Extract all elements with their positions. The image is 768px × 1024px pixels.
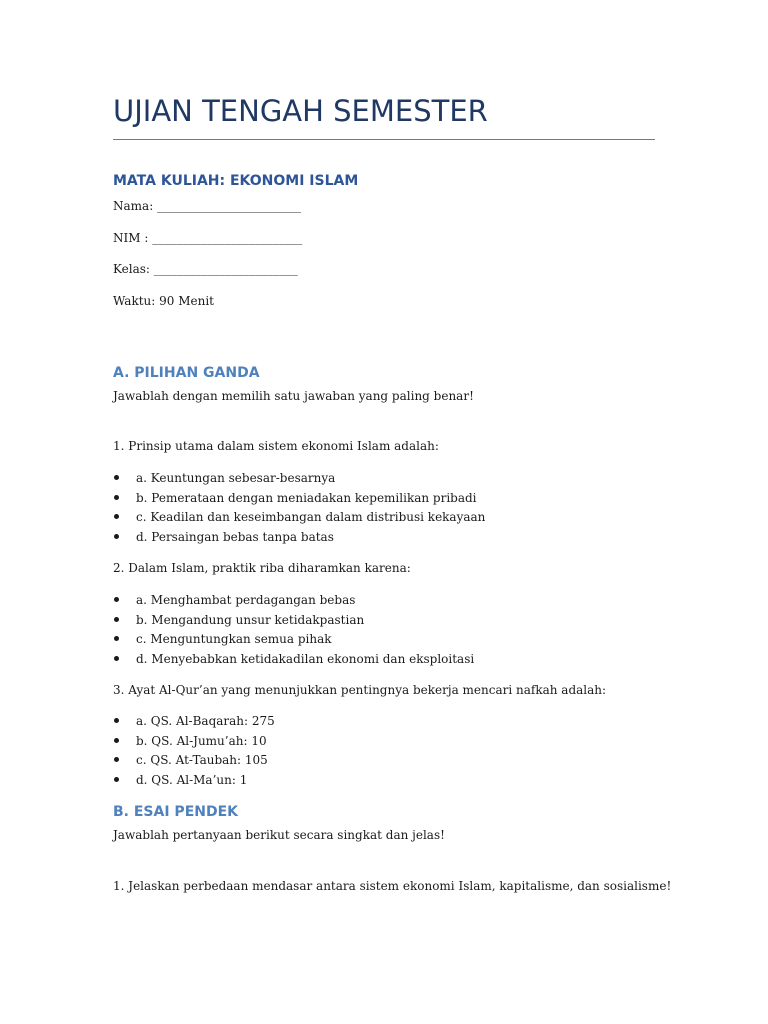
- time-info: Waktu: 90 Menit: [113, 294, 214, 308]
- question-2-options: [113, 592, 474, 670]
- list-item: b. Pemerataan dengan meniadakan kepemilikan pribadi: [113, 490, 485, 510]
- question-3-options: [113, 713, 275, 791]
- bullet-icon: [114, 617, 119, 622]
- bullet-icon: [114, 534, 119, 539]
- list-item: b. Mengandung unsur ketidakpastian: [113, 612, 474, 632]
- document-title: UJIAN TENGAH SEMESTER: [113, 94, 488, 128]
- bullet-icon: [114, 514, 119, 519]
- bullet-icon: [114, 636, 119, 641]
- bullet-icon: [114, 495, 119, 500]
- list-item: a. Menghambat perdagangan bebas: [113, 592, 474, 612]
- section-b-heading: B. ESAI PENDEK: [113, 804, 239, 820]
- name-field: Nama: ________________________: [113, 199, 302, 213]
- bullet-icon: [114, 597, 119, 602]
- list-item: d. Persaingan bebas tanpa batas: [113, 529, 485, 549]
- title-underline: [113, 139, 655, 140]
- section-b-instruction: Jawablah pertanyaan berikut secara singkat dan jelas!: [113, 828, 445, 842]
- course-heading: MATA KULIAH: EKONOMI ISLAM: [113, 173, 359, 189]
- bullet-icon: [114, 475, 119, 480]
- list-item: d. Menyebabkan ketidakadilan ekonomi dan eksploitasi: [113, 651, 474, 671]
- nim-field: NIM : _________________________: [113, 231, 303, 245]
- class-field: Kelas: ________________________: [113, 262, 298, 276]
- list-item: c. Menguntungkan semua pihak: [113, 631, 474, 651]
- question-1: 1. Prinsip utama dalam sistem ekonomi Islam adalah:: [113, 439, 439, 453]
- question-1-options: [113, 470, 485, 548]
- question-2: 2. Dalam Islam, praktik riba diharamkan karena:: [113, 561, 411, 575]
- section-a-instruction: Jawablah dengan memilih satu jawaban yang paling benar!: [113, 389, 474, 403]
- list-item: c. Keadilan dan keseimbangan dalam distribusi kekayaan: [113, 509, 485, 529]
- section-a-heading: A. PILIHAN GANDA: [113, 365, 260, 381]
- essay-question-1: 1. Jelaskan perbedaan mendasar antara sistem ekonomi Islam, kapitalisme, dan sosialisme!: [113, 879, 672, 893]
- bullet-icon: [114, 718, 119, 723]
- list-item: c. QS. At-Taubah: 105: [113, 752, 275, 772]
- bullet-icon: [114, 777, 119, 782]
- question-3: 3. Ayat Al-Qur’an yang menunjukkan pentingnya bekerja mencari nafkah adalah:: [113, 683, 607, 697]
- list-item: a. Keuntungan sebesar-besarnya: [113, 470, 485, 490]
- bullet-icon: [114, 757, 119, 762]
- list-item: b. QS. Al-Jumu’ah: 10: [113, 733, 275, 753]
- bullet-icon: [114, 738, 119, 743]
- list-item: a. QS. Al-Baqarah: 275: [113, 713, 275, 733]
- list-item: d. QS. Al-Ma’un: 1: [113, 772, 275, 792]
- bullet-icon: [114, 656, 119, 661]
